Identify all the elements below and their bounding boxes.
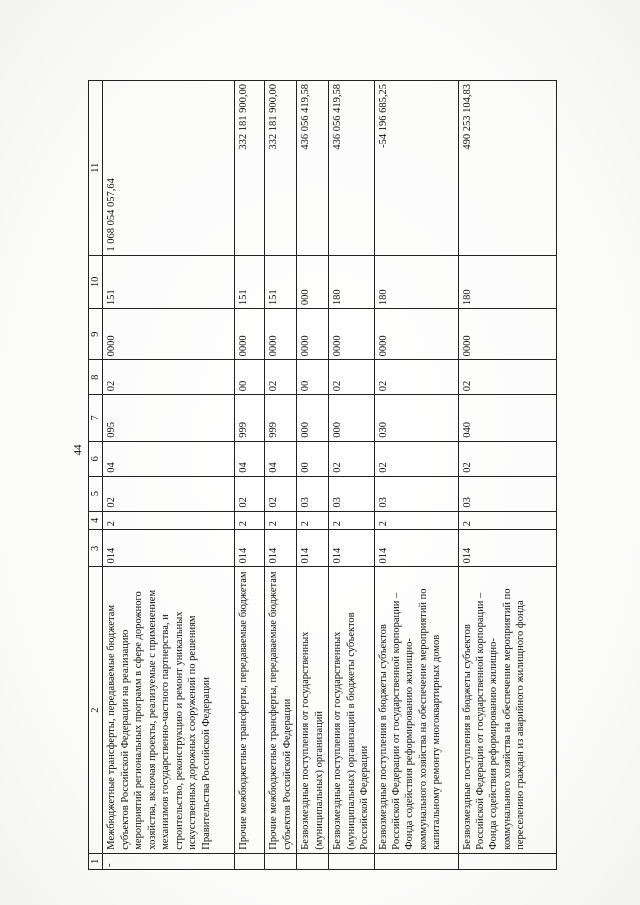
row-name: Безвозмездные поступления в бюджеты субъектов Российской Федерации от государственной корпорации – Фонда содействия реформированию жилищно-коммунального хозяйства на обеспечение мероприятий по капитальному ремонту многоквартирных домов — [374, 567, 458, 853]
table-row — [297, 81, 329, 870]
col-header: 5 — [89, 476, 103, 511]
col-header: 4 — [89, 511, 103, 530]
row-name: Безвозмездные поступления в бюджеты субъектов Российской Федерации от государственной корпорации – Фонда содействия реформированию жилищно-коммунального хозяйства на обеспечение мероприятий по переселению граждан из аварийного жилищного фонда — [458, 567, 556, 853]
code-cell: 0000 — [297, 309, 329, 360]
code-cell: 02 — [374, 360, 458, 395]
amount-cell: 1 068 054 057,64 — [103, 81, 235, 256]
code-cell: 014 — [265, 530, 297, 567]
row-name: Безвозмездные поступления от государственных (муниципальных) организаций в бюджеты субъектов Российской Федерации — [329, 567, 374, 853]
code-cell: 04 — [265, 441, 297, 476]
amount-cell: 436 056 419,58 — [329, 81, 374, 256]
table-row — [458, 81, 556, 870]
row-marker — [235, 853, 265, 869]
col-header: 10 — [89, 255, 103, 309]
code-cell: 03 — [374, 476, 458, 511]
amount-cell: 436 056 419,58 — [297, 81, 329, 256]
code-cell: 00 — [297, 360, 329, 395]
code-cell: 03 — [458, 476, 556, 511]
row-name: Прочие межбюджетные трансферты, передаваемые бюджетам субъектов Российской Федерации — [265, 567, 297, 853]
amount-cell: 490 253 104,83 — [458, 81, 556, 256]
col-header: 6 — [89, 441, 103, 476]
code-cell: 014 — [458, 530, 556, 567]
code-cell: 040 — [458, 395, 556, 442]
budget-table — [88, 80, 557, 870]
code-cell: 000 — [329, 395, 374, 442]
code-cell: 03 — [329, 476, 374, 511]
code-cell: 180 — [329, 255, 374, 309]
row-marker — [265, 853, 297, 869]
row-marker — [297, 853, 329, 869]
code-cell: 0000 — [235, 309, 265, 360]
col-header: 2 — [89, 567, 103, 853]
code-cell: 014 — [329, 530, 374, 567]
code-cell: 2 — [235, 511, 265, 530]
code-cell: 014 — [374, 530, 458, 567]
col-header: 1 — [89, 853, 103, 869]
code-cell: 02 — [103, 360, 235, 395]
code-cell: 00 — [235, 360, 265, 395]
code-cell: 095 — [103, 395, 235, 442]
code-cell: 2 — [329, 511, 374, 530]
code-cell: 999 — [235, 395, 265, 442]
row-marker: - — [103, 853, 235, 869]
code-cell: 000 — [297, 255, 329, 309]
page-number: 44 — [72, 444, 84, 456]
col-header: 7 — [89, 395, 103, 442]
table-row — [103, 81, 235, 870]
code-cell: 0000 — [265, 309, 297, 360]
code-cell: 02 — [458, 441, 556, 476]
col-header: 9 — [89, 309, 103, 360]
amount-cell: -54 196 685,25 — [374, 81, 458, 256]
header-row — [89, 81, 103, 870]
row-name: Межбюджетные трансферты, передаваемые бюджетам субъектов Российской Федерации на реализацию мероприятий региональных программ в сфере дорожного хозяйства, включая проекты, реализуемые с применением механизмов государственно-частного партнерства, и строительство, реконструкцию и ремонт уникальных искусственных дорожных сооружений по решениям Правительства Российской Федерации — [103, 567, 235, 853]
table-row — [235, 81, 265, 870]
code-cell: 02 — [235, 476, 265, 511]
code-cell: 151 — [235, 255, 265, 309]
code-cell: 02 — [458, 360, 556, 395]
col-header: 3 — [89, 530, 103, 567]
code-cell: 014 — [103, 530, 235, 567]
code-cell: 151 — [103, 255, 235, 309]
code-cell: 014 — [235, 530, 265, 567]
row-marker — [329, 853, 374, 869]
code-cell: 151 — [265, 255, 297, 309]
code-cell: 02 — [374, 441, 458, 476]
code-cell: 014 — [297, 530, 329, 567]
code-cell: 02 — [265, 360, 297, 395]
row-name: Безвозмездные поступления от государственных (муниципальных) организаций — [297, 567, 329, 853]
code-cell: 2 — [458, 511, 556, 530]
code-cell: 02 — [265, 476, 297, 511]
budget-table-rotated — [88, 80, 556, 870]
code-cell: 2 — [103, 511, 235, 530]
code-cell: 00 — [297, 441, 329, 476]
table-row — [329, 81, 374, 870]
code-cell: 180 — [458, 255, 556, 309]
row-marker — [374, 853, 458, 869]
code-cell: 2 — [297, 511, 329, 530]
code-cell: 180 — [374, 255, 458, 309]
code-cell: 000 — [297, 395, 329, 442]
code-cell: 999 — [265, 395, 297, 442]
table-row — [374, 81, 458, 870]
col-header: 8 — [89, 360, 103, 395]
code-cell: 04 — [103, 441, 235, 476]
code-cell: 02 — [329, 360, 374, 395]
code-cell: 0000 — [374, 309, 458, 360]
code-cell: 0000 — [103, 309, 235, 360]
code-cell: 2 — [265, 511, 297, 530]
col-header: 11 — [89, 81, 103, 256]
row-marker — [458, 853, 556, 869]
code-cell: 04 — [235, 441, 265, 476]
code-cell: 2 — [374, 511, 458, 530]
code-cell: 02 — [329, 441, 374, 476]
amount-cell: 332 181 900,00 — [235, 81, 265, 256]
code-cell: 02 — [103, 476, 235, 511]
code-cell: 0000 — [458, 309, 556, 360]
table-row — [265, 81, 297, 870]
amount-cell: 332 181 900,00 — [265, 81, 297, 256]
code-cell: 030 — [374, 395, 458, 442]
row-name: Прочие межбюджетные трансферты, передаваемые бюджетам — [235, 567, 265, 853]
code-cell: 0000 — [329, 309, 374, 360]
code-cell: 03 — [297, 476, 329, 511]
table-wrapper — [88, 80, 556, 870]
